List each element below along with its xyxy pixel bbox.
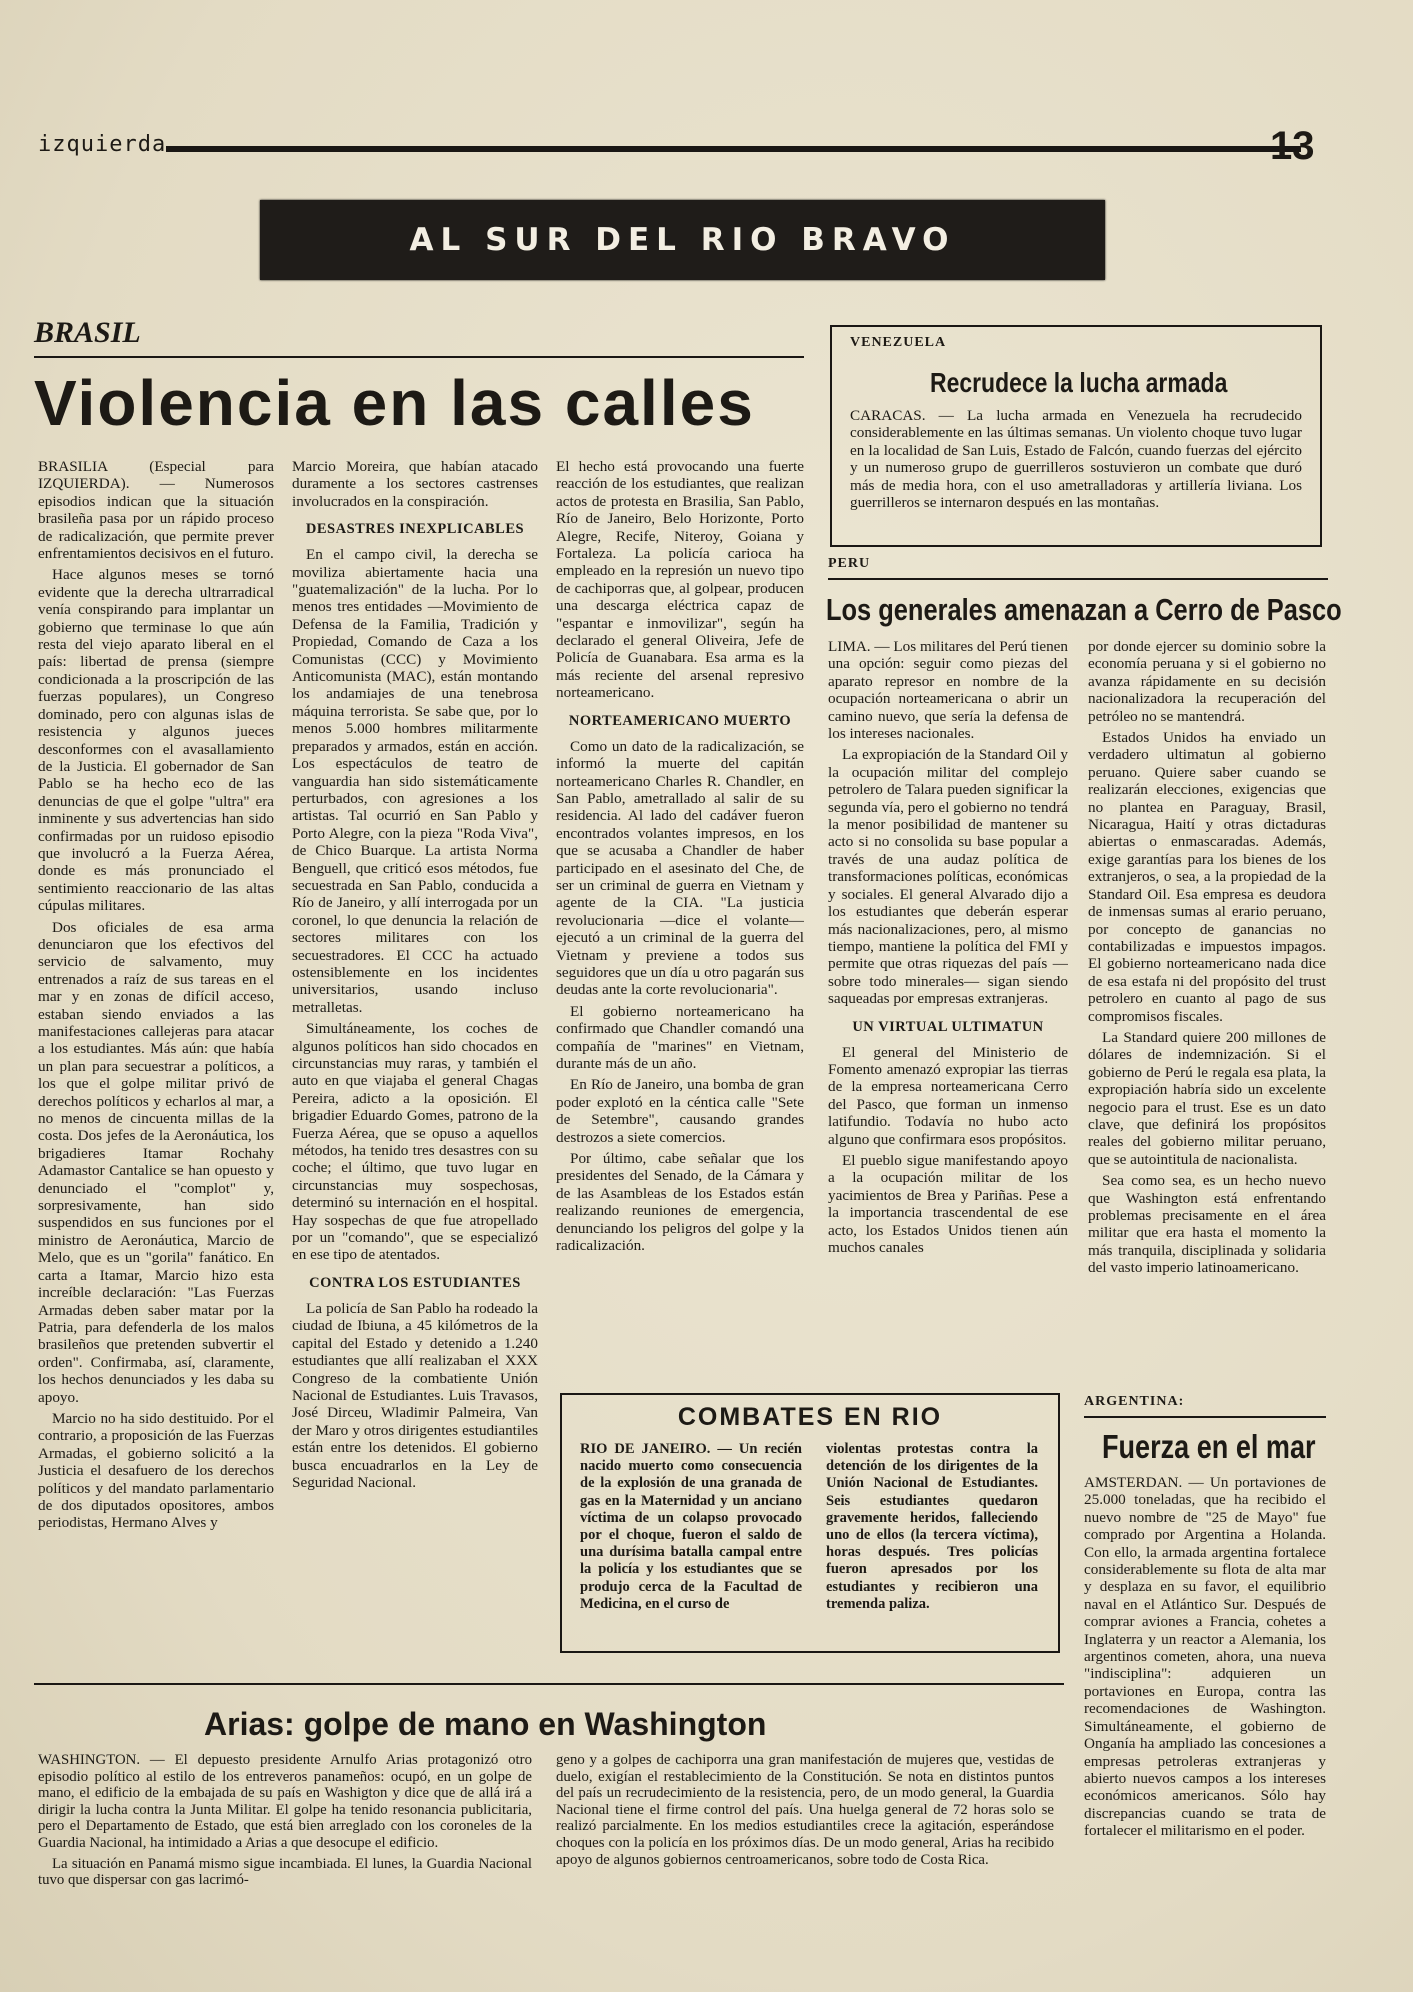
paragraph: Como un dato de la radicalización, se informó la muerte del capitán norteamericano Charles R. Chandler, en San Pablo, ametrallado al salir de su residencia. Al lado del cadáver fueron encontrados volantes impresos, en los que se acusaba a Chandler de haber participado en el asesinato del Che, de ser un criminal de guerra en Vietnam y agente de la CIA. "La justicia revolucionaria —dice el volante— ejecutó a un criminal de la guerra del Vietnam y previene a todos sus seguidores que un día u otro pagarán sus deudas ante la corte revolucionaria".: [556, 737, 804, 999]
paragraph: La Standard quiere 200 millones de dólares de indemnización. Si el gobierno de Perú le regala esa plata, la expropiación habría sido un excelente negocio para el trust. Ese es un dato clave, que definirá los propósitos reales del gobierno militar peruano, que se autointitula de nacionalista.: [1088, 1028, 1326, 1168]
subheading-estudiantes: CONTRA LOS ESTUDIANTES: [309, 1274, 521, 1291]
argentina-tag: ARGENTINA:: [1084, 1394, 1185, 1409]
paragraph: Por último, cabe señalar que los presidentes del Senado, de la Cámara y de las Asambleas de los Estados están realizando reuniones de emergencia, denunciando los peligros del golpe y la radicalización.: [556, 1150, 804, 1255]
venezuela-body: CARACAS. — La lucha armada en Venezuela ha recrudecido considerablemente en las últimas semanas. Un violento choque tuvo lugar en la localidad de San Luis, Estado de Falcón, cuando fuerzas del ejército y un numeroso grupo de guerrilleros sostuvieron un combate que duró más de media hora, con el uso ametralladoras y artillería liviana. Los guerrilleros se internaron después en las montañas.: [850, 407, 1302, 512]
brasil-column-3: [556, 458, 804, 1378]
paragraph: El gobierno norteamericano ha confirmado que Chandler comandó una compañía de "marines" en Vietnam, durante más de un año.: [556, 1002, 804, 1072]
argentina-headline: Fuerza en el mar: [1102, 1428, 1316, 1465]
paragraph: En el campo civil, la derecha se moviliza abiertamente hacia una "guatemalización" de la lucha. Por lo menos tres entidades —Movimiento de Defensa de la Familia, Tradición y Propiedad, Comando de Caza a los Comunistas (CCC) y Movimiento Anticomunista (MAC), están montando los andamiajes de una tenebrosa máquina terrorista. Se sabe que, por lo menos 5.000 hombres militarmente preparados y armados, están en acción. Los espectáculos de teatro de vanguardia han sido sistemáticamente perturbados, con agresiones a los artistas. Tal ocurrió en San Pablo y Porto Alegre, con la pieza "Roda Viva", de Chico Buarque. La artista Norma Benguell, que criticó esos métodos, fue secuestrada en San Pablo, conducida a Río de Janeiro, y allí interrogada por un coronel, lo que denuncia la relación de sectores militares con los secuestradores. El CCC ha actuado ostensiblemente en los incidentes universitarios, usando incluso metralletas.: [292, 546, 538, 1016]
arias-column-2: geno y a golpes de cachiporra una gran manifestación de mujeres que, vestidas de duelo, exigían el restablecimiento de la Constitución. Se nota en distintos puntos del país un recrudecimiento de la resistencia, pero, de un modo general, la Guardia Nacional tiene el firme control del país. Una huelga general de 72 horas solo se realizó parcialmente. En los medios estudiantiles crece la agitación, esperándose choques con la policía en los próximos días. De un modo general, Arias ha recibido apoyo de algunos gobiernos centroamericanos, sobre todo de Costa Rica.: [556, 1752, 1054, 1868]
arias-divider: [34, 1683, 1064, 1685]
arias-headline: Arias: golpe de mano en Washington: [204, 1706, 767, 1742]
header-rule: [166, 146, 1301, 152]
page-number: 13: [1270, 124, 1315, 168]
paragraph: LIMA. — Los militares del Perú tienen una opción: seguir como piezas del aparato represor en nombre de la ocupación norteamericana o abrir un camino nuevo, que sería la defensa de los intereses nacionales.: [828, 638, 1068, 743]
paragraph: En Río de Janeiro, una bomba de gran poder explotó en la céntica calle "Sete de Setembre", causando grandes destrozos a siete comercios.: [556, 1076, 804, 1146]
arias-column-1: [38, 1752, 532, 1922]
peru-column-2: [1088, 638, 1326, 1383]
brasil-tag-rule: [34, 356, 804, 358]
section-banner: [260, 200, 1105, 280]
paragraph: BRASILIA (Especial para IZQUIERDA). — Numerosos episodios indican que la situación brasileña pasa por un rápido proceso de radicalización, que permite prever enfrentamientos decisivos en el futuro.: [38, 458, 274, 563]
paragraph: Marcio no ha sido destituido. Por el contrario, a proposición de las Fuerzas Armadas, el gobierno solicitó a la Justicia el desafuero de los derechos políticos y del mandato parlamentario de dos diputados opositores, ambos periodistas, Hermano Alves y: [38, 1409, 274, 1532]
brasil-column-1: [38, 458, 274, 1658]
brasil-headline: Violencia en las calles: [34, 367, 755, 439]
paragraph: Dos oficiales de esa arma denunciaron que los efectivos del servicio de salvamento, muy entrenados a raíz de sus tareas en el mar y en zonas de difícil acceso, estaban siendo enviados a las manifestaciones callejeras para atacar a los estudiantes. Más aún: que había un plan para secuestrar a políticos, a los que el golpe militar privó de derechos políticos y echarlos al mar, a no menos de cincuenta millas de la costa. Dos jefes de la Aeronáutica, los brigadieres Itamar Rochahy Adamastor Cantalice se han opuesto y denunciado el "complot" y, sorpresivamente, han sido suspendidos en sus funciones por el ministro de Aeronáutica, Marcio de Melo, que es un "gorila" fanático. En carta a Itamar, Marcio hizo esta increíble declaración: "Las Fuerzas Armadas deben saber matar por la Patria, para defenderla de los malos brasileños que pretenden subvertir el orden". Confirmaba, así, claramente, los hechos denunciados y les daba su apoyo.: [38, 918, 274, 1406]
page-header: [38, 124, 1328, 168]
combates-headline: COMBATES EN RIO: [677, 1403, 943, 1431]
paragraph: Simultáneamente, los coches de algunos políticos han sido chocados en circunstancias muy raras, y también el auto en que viajaba el general Chagas Pereira, adicto a la oposición. El brigadier Eduardo Gomes, patrono de la Fuerza Aérea, que se opuso a aquellos métodos, ha tenido tres desastres con su coche; el último, que tuvo lugar en circunstancias muy sospechosas, determinó su internación en el hospital. Hay sospechas de que fue atropellado por un "comando", que se especializó en ese tipo de atentados.: [292, 1020, 538, 1264]
brasil-country-tag: BRASIL: [34, 316, 141, 349]
section-name: izquierda: [38, 132, 167, 157]
paragraph: La policía de San Pablo ha rodeado la ciudad de Ibiuna, a 45 kilómetros de la capital del Estado y detenido a 1.240 estudiantes que allí realizaban el XXX Congreso de la combatiente Unión Nacional de Estudiantes. Luis Travasos, José Dirceu, Wladimir Palmeira, Van der Maro y otros dirigentes estudiantiles están entre los detenidos. El gobierno busca encuadrarlos en la Ley de Seguridad Nacional.: [292, 1299, 538, 1491]
combates-box: [560, 1393, 1060, 1653]
paragraph: Hace algunos meses se tornó evidente que la derecha ultrarradical venía conspirando para implantar un gobierno que terminase lo que aún resta del viejo aparato liberal en el país: libertad de prensa (siempre condicionada a la proscripción de las fuerzas populares), un Congreso dominado, pero con algunas islas de resistencia y algunos jueces desconformes con el avasallamiento de la Justicia. El gobernador de San Pablo se ha hecho eco de las denuncias de que el golpe "ultra" era inminente y sus advertencias han sido confirmadas por un ruidoso episodio que involucró a la Fuerza Aérea, donde es más pronunciado el sentimiento reaccionario de las altas cúpulas militares.: [38, 566, 274, 915]
paragraph: El pueblo sigue manifestando apoyo a la ocupación militar de los yacimientos de Brea y Pariñas. Pese a la importancia trascendental de ese acto, los Estados Unidos tienen aún muchos canales: [828, 1151, 1068, 1256]
paragraph: Estados Unidos ha enviado un verdadero ultimatun al gobierno peruano. Quiere saber cuando se realizarán elecciones, exigencias que no plantea en Paraguay, Brasil, Nicaragua, Haití y otras dictaduras abiertas o enmascaradas. Además, exige garantías para los bienes de los extranjeros, o sea, a la propiedad de la Standard Oil. Esa empresa es deudora de inmensas sumas al erario peruano, por concepto de ganancias no contabilizadas e impuestos impagos. El gobierno norteamericano nada dice de esa estafa ni del propósito del trust petrolero en cuanto al pago de sus compromisos fiscales.: [1088, 729, 1326, 1025]
subheading-norteamericano: NORTEAMERICANO MUERTO: [568, 712, 792, 729]
paragraph: El general del Ministerio de Fomento amenazó expropiar las tierras de la empresa norteamericana Cerro del Pasco, que forman un inmenso latifundio. Todavía no hubo acto alguno que confirmara esos propósitos.: [828, 1043, 1068, 1148]
paragraph: por donde ejercer su dominio sobre la economía peruana y si el gobierno no avanza rápidamente en su decisión nacionalizadora la recuperación del petróleo no se mantendrá.: [1088, 638, 1326, 725]
venezuela-box: [830, 325, 1322, 547]
peru-tag-rule: [828, 578, 1328, 580]
argentina-tag-rule: [1084, 1416, 1326, 1418]
subheading-ultimatun: UN VIRTUAL ULTIMATUN: [852, 1018, 1044, 1035]
brasil-column-2: [292, 458, 538, 1658]
combates-column-1: RIO DE JANEIRO. — Un recién nacido muerto como consecuencia de la explosión de una granada de gas en la Maternidad y un anciano víctima de un colapso provocado por el choque, fueron el saldo de una durísima batalla campal entre la policía y los estudiantes que se produjo cerca de la Facultad de Medicina, en el curso de: [580, 1441, 802, 1612]
venezuela-headline: Recrudece la lucha armada: [930, 367, 1228, 398]
subheading-desastres: DESASTRES INEXPLICABLES: [305, 521, 525, 538]
argentina-body: AMSTERDAN. — Un portaviones de 25.000 toneladas, que ha recibido el nuevo nombre de "25 de Mayo" fue comprado por Argentina a Holanda. Con ello, la armada argentina fortalece considerablemente su flota de alta mar y desplaza en su favor, el equilibrio naval en el Atlántico Sur. Después de comprar aviones a Francia, cohetes a Inglaterra y un reactor a Alemania, los argentinos cometen, ahora, una nueva "indisciplina": adquieren un portaviones en Europa, contra las recomendaciones de Washington. Simultáneamente, el gobierno de Onganía ha ampliado las concesiones a empresas petroleras extranjeras y abierto nuevos campos a los intereses económicos americanos. Sólo hay discrepancias cuando se trata de fortalecer el militarismo en el poder.: [1084, 1474, 1326, 1840]
peru-column-1: [828, 638, 1068, 1388]
paragraph: WASHINGTON. — El depuesto presidente Arnulfo Arias protagonizó otro episodio político al estilo de los entreveros panameños: ocupó, en un golpe de mano, el edificio de la embajada de su país en Washigton y dice que de allá irá a dirigir la lucha contra la Junta Militar. El golpe ha tenido resonancia publicitaria, pero el Departamento de Estado, que está bien arreglado con los coroneles de la Guardia Nacional, ha intimidado a Arias a que desocupe el edificio.: [38, 1752, 532, 1851]
combates-column-2: violentas protestas contra la detención de los dirigentes de la Unión Nacional de Estudiantes. Seis estudiantes quedaron gravemente heridos, falleciendo uno de ellos (la tercera víctima), horas después. Tres policías fueron apresados por los estudiantes y recibieron una tremenda paliza.: [826, 1441, 1038, 1612]
venezuela-tag: VENEZUELA: [850, 335, 947, 350]
peru-tag: PERU: [828, 556, 871, 571]
paragraph: Sea como sea, es un hecho nuevo que Washington está enfrentando problemas precisamente en el área militar que era hasta el momento la más tranquila, disciplinada y solidaria del vasto imperio latinoamericano.: [1088, 1172, 1326, 1277]
paragraph: La expropiación de la Standard Oil y la ocupación militar del complejo petrolero de Talara pueden significar la segunda vía, pero el gobierno no tendrá la menor posibilidad de mantener su acto si no consolida su base popular a través de una audaz política de transformaciones políticas, económicas y sociales. El general Alvarado dijo a los estudiantes que deberán esperar más nacionalizaciones, pero, al mismo tiempo, mantiene la política del FMI y permite que otras riquezas del país —sobre todo minerales— sigan siendo saqueadas por empresas extranjeras.: [828, 746, 1068, 1008]
paragraph: El hecho está provocando una fuerte reacción de los estudiantes, que realizan actos de protesta en Brasilia, San Pablo, Río de Janeiro, Belo Horizonte, Porto Alegre, Recife, Niteroy, Goiana y Fortaleza. La policía carioca ha empleado en la represión un nuevo tipo de cachiporras que, al golpear, producen una descarga eléctrica capaz de "espantar e inmovilizar", según ha declarado el general Oliveira, Jefe de Policía de Guanabara. Esa arma es la más reciente del arsenal represivo norteamericano.: [556, 458, 804, 702]
banner-text: AL SUR DEL RIO BRAVO: [409, 222, 956, 258]
paragraph: La situación en Panamá mismo sigue incambiada. El lunes, la Guardia Nacional tuvo que dispersar con gas lacrimó-: [38, 1855, 532, 1889]
paragraph: Marcio Moreira, que habían atacado duramente a los sectores castrenses involucrados en la conspiración.: [292, 458, 538, 510]
peru-headline: Los generales amenazan a Cerro de Pasco: [826, 592, 1342, 627]
